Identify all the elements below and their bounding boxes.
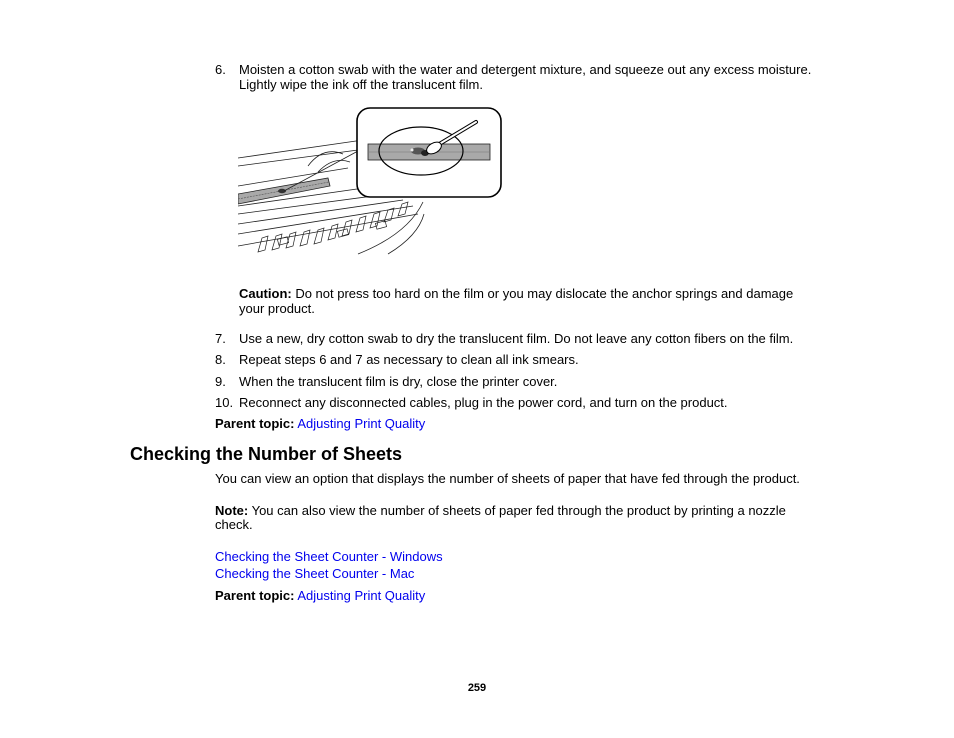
parent-topic-2-label: Parent topic: — [215, 588, 295, 603]
step-7-number: 7. — [215, 331, 226, 346]
parent-topic-2 — [215, 588, 425, 603]
printer-film-cleaning-figure — [238, 106, 504, 256]
caution-text: Do not press too hard on the film or you may dislocate the anchor springs and damage — [291, 286, 794, 301]
sheet-counter-windows-link[interactable]: Checking the Sheet Counter - Windows — [215, 549, 443, 564]
step-6-text-line-1: Moisten a cotton swab with the water and detergent mixture, and squeeze out any excess moisture. — [239, 62, 812, 77]
parent-topic-1 — [215, 416, 425, 431]
caution-label: Caution: — [239, 286, 292, 301]
caution-line-1 — [239, 286, 793, 301]
step-10-number: 10. — [215, 395, 234, 410]
step-10-text: Reconnect any disconnected cables, plug in the power cord, and turn on the product. — [239, 395, 728, 410]
parent-topic-1-label: Parent topic: — [215, 416, 295, 431]
section-title: Checking the Number of Sheets — [130, 444, 403, 464]
parent-topic-2-link[interactable]: Adjusting Print Quality — [297, 588, 426, 603]
step-6-number: 6. — [215, 62, 226, 77]
step-8-text: Repeat steps 6 and 7 as necessary to clean all ink smears. — [239, 352, 579, 367]
note-line-1 — [215, 503, 786, 518]
step-8-number: 8. — [215, 352, 226, 367]
note-text: You can also view the number of sheets of paper fed through the product by printing a nozzle — [248, 503, 786, 518]
sheet-counter-mac-link[interactable]: Checking the Sheet Counter - Mac — [215, 566, 415, 581]
step-9-text: When the translucent film is dry, close the printer cover. — [239, 374, 558, 389]
step-6-text-line-2: Lightly wipe the ink off the translucent film. — [239, 77, 483, 92]
note-line-2: check. — [215, 517, 253, 532]
step-7-text: Use a new, dry cotton swab to dry the translucent film. Do not leave any cotton fibers on the film. — [239, 331, 794, 346]
page-number: 259 — [467, 682, 487, 694]
note-label: Note: — [215, 503, 249, 518]
parent-topic-1-link[interactable]: Adjusting Print Quality — [297, 416, 426, 431]
caution-line-2: your product. — [239, 301, 315, 316]
step-9-number: 9. — [215, 374, 226, 389]
section-intro: You can view an option that displays the number of sheets of paper that have fed through the product. — [215, 471, 800, 486]
